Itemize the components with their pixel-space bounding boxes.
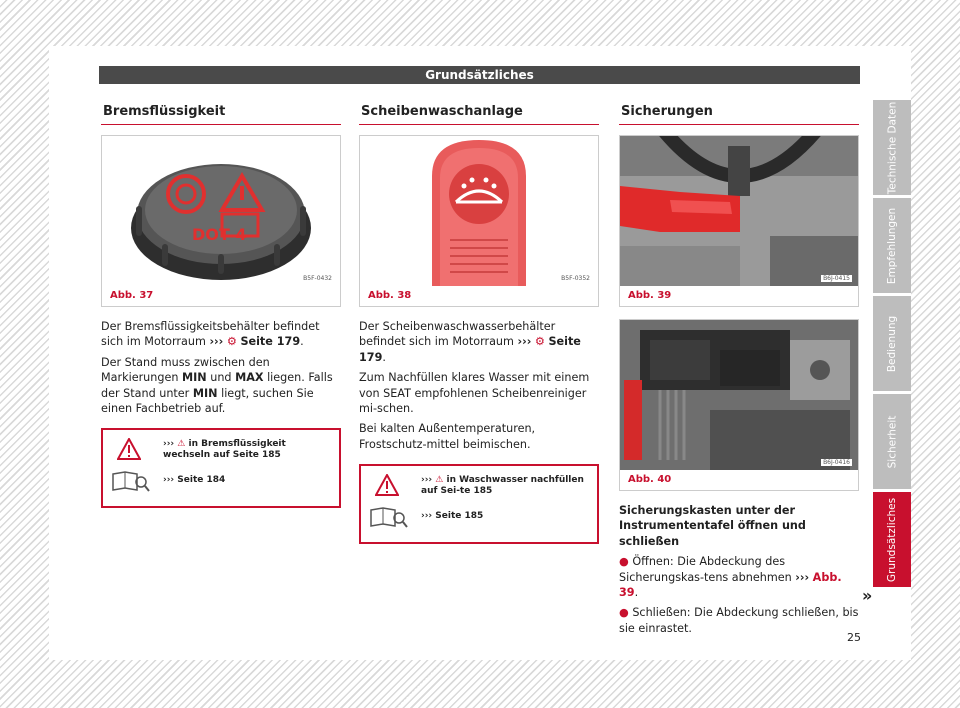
figure-caption: Abb. 40	[628, 474, 672, 485]
bullet-item: ● Öffnen: Die Abdeckung des Sicherungskas-tens abnehmen ››› Abb. 39.	[619, 555, 842, 600]
image-code: B5F-0432	[303, 275, 332, 282]
manual-book-icon	[111, 470, 151, 498]
body-text	[619, 503, 859, 636]
box-reference-2[interactable]: ››› Seite 185	[421, 511, 484, 522]
section-heading: Scheibenwaschanlage	[359, 104, 599, 125]
reference-box	[359, 464, 599, 544]
figure-38	[359, 135, 599, 307]
dot4-label: DOT 4	[192, 225, 247, 244]
column-fuses	[619, 104, 859, 641]
warning-icon	[375, 474, 399, 500]
warning-icon-small: ⚠	[177, 439, 186, 450]
paragraph: Der Scheibenwaschwasserbehälter befindet sich im Motorraum ››› ⚙ Seite 179.	[359, 320, 581, 364]
washer-cap-image	[360, 136, 598, 286]
figure-37	[101, 135, 341, 307]
image-code: B6J-0416	[823, 459, 850, 466]
body-text	[359, 319, 599, 452]
reference-box	[101, 428, 341, 508]
header-title: Grundsätzliches	[425, 68, 534, 82]
figure-caption: Abb. 37	[110, 290, 154, 301]
subheading: Sicherungskasten unter der Instrumententafel öffnen und schließen	[619, 504, 806, 548]
reference-arrow: ›››	[795, 570, 810, 584]
min-mark: MIN	[182, 371, 207, 385]
battery-fuse-image	[620, 320, 858, 470]
page-reference-link[interactable]: Seite 179	[240, 335, 301, 349]
chapter-tabs	[873, 100, 911, 590]
manual-page	[49, 46, 911, 660]
brake-cap-illustration	[102, 136, 340, 286]
fuse-cover-image	[620, 136, 858, 286]
continue-icon: »	[862, 586, 873, 605]
washer-cap-illustration	[360, 136, 598, 286]
bullet-icon: ●	[619, 555, 629, 569]
paragraph: Bei kalten Außentemperaturen, Frostschutz-mittel beimischen.	[359, 422, 536, 451]
page-reference-link[interactable]: Seite 179	[359, 335, 581, 364]
tab-technische-daten[interactable]: Technische Daten	[873, 100, 911, 195]
column-brake-fluid	[101, 104, 341, 508]
box-reference-1[interactable]: ››› ⚠ in Bremsflüssigkeit wechseln auf Seite 185	[163, 439, 286, 461]
figure-reference-link[interactable]: Abb. 39	[619, 570, 842, 600]
engine-compartment-icon: ⚙	[534, 335, 545, 349]
engine-bay-illustration	[620, 320, 858, 470]
tab-sicherheit[interactable]: Sicherheit	[873, 394, 911, 489]
tab-bedienung[interactable]: Bedienung	[873, 296, 911, 391]
paragraph: Zum Nachfüllen klares Wasser mit einem von SEAT empfohlenen Scheibenreiniger mi-schen.	[359, 371, 590, 416]
figure-caption: Abb. 39	[628, 290, 672, 301]
dashboard-illustration	[620, 136, 858, 286]
image-code: B6J-0415	[823, 275, 850, 282]
reference-arrow: ›››	[517, 335, 532, 349]
body-text	[101, 319, 341, 416]
engine-compartment-icon: ⚙	[226, 335, 237, 349]
tab-grundsaetzliches[interactable]: Grundsätzliches	[873, 492, 911, 587]
reference-arrow: ›››	[209, 335, 224, 349]
figure-caption: Abb. 38	[368, 290, 412, 301]
section-heading: Bremsflüssigkeit	[101, 104, 341, 125]
box-reference-2[interactable]: ››› Seite 184	[163, 475, 226, 486]
page-number: 25	[847, 631, 861, 644]
brake-fluid-cap-image	[102, 136, 340, 286]
paragraph: Der Bremsflüssigkeitsbehälter befindet sich im Motorraum ››› ⚙ Seite 179.	[101, 320, 320, 349]
image-code: B5F-0352	[561, 275, 590, 282]
paragraph: Der Stand muss zwischen den Markierungen MIN und MAX liegen. Falls der Stand unter MIN liegt, suchen Sie einen Fachbetrieb auf.	[101, 355, 333, 416]
warning-icon	[117, 438, 141, 464]
figure-39	[619, 135, 859, 307]
tab-empfehlungen[interactable]: Empfehlungen	[873, 198, 911, 293]
bullet-item: ● Schließen: Die Abdeckung schließen, bis sie einrastet.	[619, 606, 859, 635]
section-heading: Sicherungen	[619, 104, 859, 125]
column-washer	[359, 104, 599, 544]
manual-book-icon	[369, 506, 409, 534]
max-mark: MAX	[235, 371, 264, 385]
figure-40	[619, 319, 859, 491]
page-header	[99, 66, 860, 84]
box-reference-1[interactable]: ››› ⚠ in Waschwasser nachfüllen auf Sei-te 185	[421, 475, 584, 497]
warning-icon-small: ⚠	[435, 475, 444, 486]
min-mark: MIN	[192, 386, 218, 400]
bullet-icon: ●	[619, 606, 629, 620]
